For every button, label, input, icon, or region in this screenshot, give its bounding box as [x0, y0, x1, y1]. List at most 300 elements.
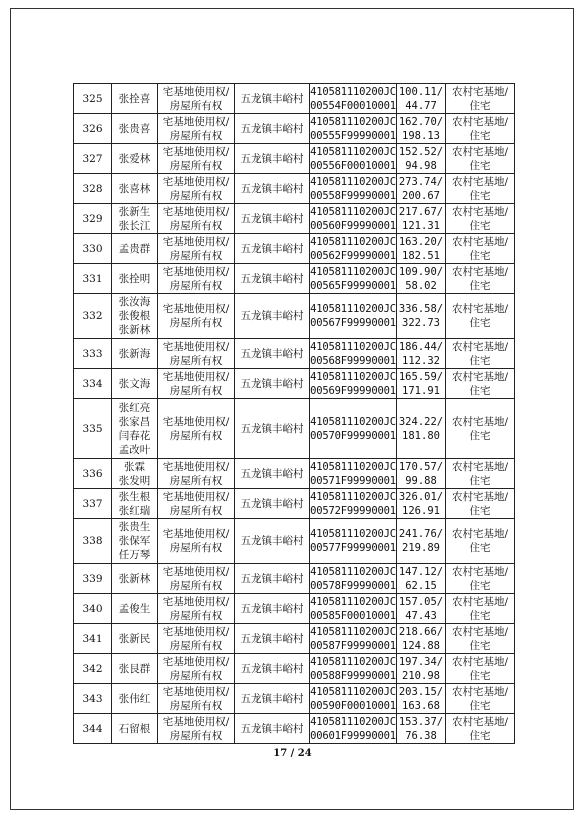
cell-area-line: 326.01/	[398, 490, 444, 503]
cell-area-line: 126.91	[402, 504, 440, 517]
cell-land-use-line: 农村宅基地/	[451, 340, 509, 353]
cell-area-line: 152.52/	[398, 145, 444, 158]
cell-land-use-line: 住宅	[469, 159, 491, 172]
cell-land-use-line: 住宅	[469, 609, 491, 622]
cell-right-type	[158, 489, 235, 519]
table-row	[74, 594, 515, 624]
cell-land-use-line: 农村宅基地/	[451, 145, 509, 158]
cell-land-use-line: 住宅	[469, 429, 491, 442]
cell-area-line: 44.77	[405, 99, 437, 112]
cell-unit-code-line: 00565F99990001	[310, 279, 396, 292]
cell-land-use-line: 住宅	[469, 99, 491, 112]
cell-owner-names-line: 张新生	[118, 205, 151, 218]
cell-area	[397, 654, 446, 684]
cell-right-type	[158, 339, 235, 369]
cell-area-line: 147.12/	[398, 565, 444, 578]
cell-unit-code-line: 410581110200JC	[310, 205, 396, 218]
cell-unit-code-line: 00569F99990001	[310, 384, 396, 397]
cell-right-type	[158, 459, 235, 489]
cell-area	[397, 294, 446, 339]
cell-location: 五龙镇丰峪村	[235, 399, 310, 459]
cell-land-use-line: 农村宅基地/	[451, 528, 509, 540]
cell-location: 五龙镇丰峪村	[235, 594, 310, 624]
cell-unit-code	[310, 84, 397, 114]
cell-right-type-line: 宅基地使用权/	[162, 85, 230, 98]
cell-location: 五龙镇丰峪村	[235, 114, 310, 144]
cell-owner-names	[112, 84, 158, 114]
cell-area-line: 153.37/	[398, 715, 444, 728]
cell-owner-names	[112, 519, 158, 564]
cell-owner-names	[112, 369, 158, 399]
cell-unit-code	[310, 714, 397, 744]
cell-right-type-line: 宅基地使用权/	[162, 460, 230, 473]
cell-unit-code-line: 00590F00010001	[310, 699, 396, 712]
cell-number: 333	[74, 339, 112, 369]
cell-area-line: 197.34/	[398, 655, 444, 668]
cell-unit-code	[310, 114, 397, 144]
cell-owner-names	[112, 294, 158, 339]
cell-number: 329	[74, 204, 112, 234]
cell-owner-names	[112, 459, 158, 489]
cell-right-type	[158, 234, 235, 264]
cell-unit-code-line: 410581110200JC	[310, 460, 396, 473]
cell-land-use	[446, 684, 515, 714]
cell-land-use	[446, 624, 515, 654]
cell-land-use	[446, 174, 515, 204]
cell-area-line: 170.57/	[398, 460, 444, 473]
cell-unit-code-line: 410581110200JC	[310, 115, 396, 128]
property-registry-table	[73, 83, 515, 744]
cell-location: 五龙镇丰峪村	[235, 684, 310, 714]
cell-unit-code-line: 410581110200JC	[310, 303, 396, 315]
cell-owner-names	[112, 144, 158, 174]
table-row	[74, 114, 515, 144]
cell-area-line: 76.38	[405, 729, 437, 742]
cell-area-line: 273.74/	[398, 175, 444, 188]
cell-right-type	[158, 624, 235, 654]
cell-number: 335	[74, 399, 112, 459]
cell-location: 五龙镇丰峪村	[235, 234, 310, 264]
cell-area	[397, 144, 446, 174]
cell-area	[397, 519, 446, 564]
cell-right-type	[158, 84, 235, 114]
cell-unit-code-line: 410581110200JC	[310, 145, 396, 158]
cell-area-line: 165.59/	[398, 370, 444, 383]
cell-right-type-line: 宅基地使用权/	[162, 340, 230, 353]
cell-area	[397, 369, 446, 399]
cell-owner-names-line: 张喜林	[118, 182, 151, 195]
cell-location: 五龙镇丰峪村	[235, 264, 310, 294]
cell-right-type-line: 宅基地使用权/	[162, 115, 230, 128]
cell-location: 五龙镇丰峪村	[235, 624, 310, 654]
cell-right-type-line: 房屋所有权	[169, 474, 223, 487]
table-row	[74, 294, 515, 339]
cell-unit-code	[310, 459, 397, 489]
cell-right-type-line: 房屋所有权	[169, 669, 223, 682]
table-row	[74, 84, 515, 114]
cell-unit-code	[310, 654, 397, 684]
cell-land-use-line: 农村宅基地/	[451, 565, 509, 578]
cell-land-use-line: 住宅	[469, 504, 491, 517]
cell-land-use-line: 住宅	[469, 474, 491, 487]
cell-land-use-line: 农村宅基地/	[451, 595, 509, 608]
cell-land-use-line: 农村宅基地/	[451, 303, 509, 315]
cell-owner-names-line: 孟俊生	[118, 602, 151, 615]
cell-land-use-line: 住宅	[469, 542, 491, 554]
cell-unit-code-line: 410581110200JC	[310, 235, 396, 248]
cell-owner-names	[112, 684, 158, 714]
cell-location: 五龙镇丰峪村	[235, 339, 310, 369]
page-number: 17 / 24	[273, 748, 312, 759]
cell-right-type-line: 房屋所有权	[169, 609, 223, 622]
cell-area	[397, 114, 446, 144]
cell-unit-code-line: 00558F99990001	[310, 189, 396, 202]
cell-number: 336	[74, 459, 112, 489]
cell-owner-names-line: 张贵生	[118, 521, 151, 533]
cell-area-line: 324.22/	[398, 415, 444, 428]
cell-right-type-line: 房屋所有权	[169, 99, 223, 112]
table-row	[74, 519, 515, 564]
cell-right-type-line: 宅基地使用权/	[162, 370, 230, 383]
cell-unit-code-line: 410581110200JC	[310, 565, 396, 578]
cell-owner-names-line: 张新海	[118, 347, 151, 360]
cell-land-use-line: 住宅	[469, 384, 491, 397]
cell-right-type-line: 宅基地使用权/	[162, 565, 230, 578]
cell-right-type-line: 房屋所有权	[169, 317, 223, 329]
cell-number: 343	[74, 684, 112, 714]
table-body	[74, 84, 515, 744]
cell-owner-names	[112, 594, 158, 624]
cell-unit-code	[310, 204, 397, 234]
cell-land-use	[446, 399, 515, 459]
cell-area-line: 58.02	[405, 279, 437, 292]
cell-right-type	[158, 654, 235, 684]
cell-right-type-line: 房屋所有权	[169, 129, 223, 142]
cell-unit-code-line: 410581110200JC	[310, 85, 396, 98]
cell-number: 330	[74, 234, 112, 264]
cell-unit-code	[310, 399, 397, 459]
cell-land-use	[446, 114, 515, 144]
cell-unit-code-line: 00601F99990001	[310, 729, 396, 742]
cell-right-type-line: 房屋所有权	[169, 249, 223, 262]
table-row	[74, 654, 515, 684]
cell-unit-code-line: 410581110200JC	[310, 370, 396, 383]
cell-owner-names-line: 任万琴	[118, 549, 151, 561]
cell-area-line: 200.67	[402, 189, 440, 202]
cell-owner-names-line: 张生根	[118, 490, 151, 503]
cell-location: 五龙镇丰峪村	[235, 294, 310, 339]
cell-unit-code-line: 00568F99990001	[310, 354, 396, 367]
cell-unit-code	[310, 144, 397, 174]
cell-owner-names-line: 张文海	[118, 377, 151, 390]
cell-right-type-line: 宅基地使用权/	[162, 265, 230, 278]
cell-area	[397, 264, 446, 294]
cell-unit-code-line: 00577F99990001	[310, 542, 396, 554]
cell-unit-code	[310, 564, 397, 594]
cell-area-line: 163.20/	[398, 235, 444, 248]
cell-land-use-line: 农村宅基地/	[451, 85, 509, 98]
cell-owner-names	[112, 564, 158, 594]
cell-right-type	[158, 684, 235, 714]
cell-land-use	[446, 144, 515, 174]
cell-area-line: 124.88	[402, 639, 440, 652]
cell-land-use	[446, 264, 515, 294]
cell-unit-code	[310, 294, 397, 339]
cell-land-use	[446, 369, 515, 399]
cell-land-use-line: 农村宅基地/	[451, 715, 509, 728]
cell-area-line: 162.70/	[398, 115, 444, 128]
cell-right-type	[158, 369, 235, 399]
cell-land-use-line: 住宅	[469, 189, 491, 202]
cell-right-type-line: 房屋所有权	[169, 579, 223, 592]
cell-owner-names	[112, 234, 158, 264]
cell-unit-code-line: 00587F99990001	[310, 639, 396, 652]
cell-right-type	[158, 174, 235, 204]
table-row	[74, 459, 515, 489]
cell-location: 五龙镇丰峪村	[235, 144, 310, 174]
cell-owner-names	[112, 714, 158, 744]
cell-area-line: 217.67/	[398, 205, 444, 218]
cell-unit-code-line: 00560F99990001	[310, 219, 396, 232]
cell-number: 332	[74, 294, 112, 339]
cell-land-use-line: 农村宅基地/	[451, 205, 509, 218]
cell-owner-names	[112, 339, 158, 369]
cell-right-type-line: 宅基地使用权/	[162, 595, 230, 608]
table-row	[74, 144, 515, 174]
cell-number: 331	[74, 264, 112, 294]
cell-area	[397, 714, 446, 744]
cell-area	[397, 459, 446, 489]
cell-owner-names-line: 张艮群	[118, 662, 151, 675]
cell-unit-code-line: 00588F99990001	[310, 669, 396, 682]
cell-owner-names-line: 张拴喜	[118, 92, 151, 105]
cell-right-type	[158, 114, 235, 144]
cell-area	[397, 399, 446, 459]
cell-right-type-line: 房屋所有权	[169, 699, 223, 712]
cell-owner-names-line: 石留根	[118, 722, 151, 735]
cell-land-use-line: 住宅	[469, 729, 491, 742]
cell-unit-code-line: 410581110200JC	[310, 715, 396, 728]
cell-unit-code-line: 410581110200JC	[310, 490, 396, 503]
cell-land-use-line: 农村宅基地/	[451, 625, 509, 638]
cell-unit-code	[310, 519, 397, 564]
cell-location: 五龙镇丰峪村	[235, 369, 310, 399]
cell-owner-names-line: 张霖	[124, 460, 145, 473]
cell-unit-code-line: 00570F99990001	[310, 429, 396, 442]
cell-area-line: 157.05/	[398, 595, 444, 608]
cell-area-line: 100.11/	[398, 85, 444, 98]
cell-area-line: 186.44/	[398, 340, 444, 353]
cell-number: 327	[74, 144, 112, 174]
cell-unit-code-line: 00571F99990001	[310, 474, 396, 487]
cell-owner-names-line: 张伟红	[118, 692, 151, 705]
cell-unit-code	[310, 489, 397, 519]
cell-right-type-line: 房屋所有权	[169, 384, 223, 397]
cell-unit-code-line: 00555F99990001	[310, 129, 396, 142]
cell-right-type-line: 宅基地使用权/	[162, 490, 230, 503]
cell-land-use	[446, 294, 515, 339]
cell-land-use-line: 住宅	[469, 219, 491, 232]
cell-unit-code	[310, 234, 397, 264]
cell-owner-names-line: 孟贵群	[118, 242, 151, 255]
cell-owner-names	[112, 204, 158, 234]
cell-unit-code-line: 00556F00010001	[310, 159, 396, 172]
table-row	[74, 174, 515, 204]
cell-unit-code	[310, 264, 397, 294]
cell-right-type	[158, 264, 235, 294]
cell-unit-code-line: 410581110200JC	[310, 340, 396, 353]
table-row	[74, 399, 515, 459]
cell-owner-names-line: 张新民	[118, 632, 151, 645]
cell-land-use	[446, 519, 515, 564]
cell-area	[397, 684, 446, 714]
cell-owner-names	[112, 489, 158, 519]
cell-land-use-line: 农村宅基地/	[451, 115, 509, 128]
table-row	[74, 339, 515, 369]
cell-land-use-line: 农村宅基地/	[451, 685, 509, 698]
cell-unit-code	[310, 174, 397, 204]
cell-owner-names-line: 张拴明	[118, 272, 151, 285]
cell-land-use	[446, 594, 515, 624]
cell-owner-names-line: 闫春花	[118, 429, 151, 442]
cell-owner-names-line: 张长江	[118, 219, 151, 232]
table-row	[74, 564, 515, 594]
cell-area	[397, 234, 446, 264]
cell-land-use-line: 农村宅基地/	[451, 415, 509, 428]
cell-number: 339	[74, 564, 112, 594]
cell-location: 五龙镇丰峪村	[235, 84, 310, 114]
cell-area-line: 109.90/	[398, 265, 444, 278]
cell-area-line: 203.15/	[398, 685, 444, 698]
cell-right-type-line: 宅基地使用权/	[162, 175, 230, 188]
cell-unit-code-line: 00572F99990001	[310, 504, 396, 517]
cell-area-line: 94.98	[405, 159, 437, 172]
cell-area	[397, 564, 446, 594]
cell-unit-code	[310, 684, 397, 714]
cell-land-use-line: 住宅	[469, 354, 491, 367]
cell-owner-names	[112, 114, 158, 144]
cell-right-type-line: 房屋所有权	[169, 429, 223, 442]
cell-owner-names-line: 张新林	[118, 324, 151, 336]
cell-right-type-line: 宅基地使用权/	[162, 685, 230, 698]
cell-owner-names-line: 张发明	[118, 474, 151, 487]
cell-location: 五龙镇丰峪村	[235, 174, 310, 204]
cell-right-type-line: 宅基地使用权/	[162, 625, 230, 638]
cell-right-type	[158, 399, 235, 459]
cell-owner-names-line: 孟改叶	[118, 443, 151, 456]
cell-unit-code-line: 410581110200JC	[310, 528, 396, 540]
cell-owner-names	[112, 264, 158, 294]
cell-right-type-line: 房屋所有权	[169, 639, 223, 652]
cell-land-use	[446, 489, 515, 519]
cell-area-line: 182.51	[402, 249, 440, 262]
cell-owner-names	[112, 654, 158, 684]
cell-location: 五龙镇丰峪村	[235, 204, 310, 234]
cell-number: 342	[74, 654, 112, 684]
cell-unit-code-line: 00585F00010001	[310, 609, 396, 622]
cell-land-use	[446, 339, 515, 369]
cell-right-type	[158, 204, 235, 234]
cell-area-line: 210.98	[402, 669, 440, 682]
cell-unit-code-line: 410581110200JC	[310, 415, 396, 428]
cell-owner-names-line: 张红瑞	[118, 504, 151, 517]
cell-area	[397, 624, 446, 654]
cell-owner-names-line: 张俊根	[118, 310, 151, 322]
cell-number: 340	[74, 594, 112, 624]
cell-owner-names	[112, 624, 158, 654]
cell-land-use-line: 住宅	[469, 579, 491, 592]
cell-area-line: 198.13	[402, 129, 440, 142]
cell-right-type-line: 房屋所有权	[169, 354, 223, 367]
cell-right-type-line: 房屋所有权	[169, 219, 223, 232]
cell-unit-code-line: 00567F99990001	[310, 317, 396, 329]
cell-area-line: 322.73	[402, 317, 440, 329]
cell-right-type-line: 宅基地使用权/	[162, 145, 230, 158]
cell-area	[397, 84, 446, 114]
cell-unit-code	[310, 594, 397, 624]
cell-owner-names-line: 张贵喜	[118, 122, 151, 135]
table-row	[74, 714, 515, 744]
cell-right-type	[158, 294, 235, 339]
cell-area	[397, 204, 446, 234]
cell-unit-code-line: 410581110200JC	[310, 625, 396, 638]
cell-area-line: 219.89	[402, 542, 440, 554]
cell-location: 五龙镇丰峪村	[235, 564, 310, 594]
cell-unit-code	[310, 339, 397, 369]
cell-area-line: 218.66/	[398, 625, 444, 638]
cell-location: 五龙镇丰峪村	[235, 459, 310, 489]
cell-land-use	[446, 654, 515, 684]
cell-area-line: 163.68	[402, 699, 440, 712]
cell-right-type-line: 房屋所有权	[169, 504, 223, 517]
table-row	[74, 204, 515, 234]
cell-land-use	[446, 234, 515, 264]
cell-owner-names	[112, 399, 158, 459]
cell-land-use	[446, 564, 515, 594]
cell-area-line: 336.58/	[398, 303, 444, 315]
cell-number: 337	[74, 489, 112, 519]
cell-right-type-line: 宅基地使用权/	[162, 655, 230, 668]
cell-area-line: 241.76/	[398, 528, 444, 540]
cell-land-use-line: 农村宅基地/	[451, 460, 509, 473]
cell-number: 341	[74, 624, 112, 654]
cell-right-type-line: 房屋所有权	[169, 729, 223, 742]
cell-right-type-line: 宅基地使用权/	[162, 303, 230, 315]
cell-land-use	[446, 459, 515, 489]
cell-right-type	[158, 594, 235, 624]
cell-location: 五龙镇丰峪村	[235, 519, 310, 564]
table-row	[74, 234, 515, 264]
cell-area-line: 47.43	[405, 609, 437, 622]
cell-unit-code-line: 410581110200JC	[310, 655, 396, 668]
cell-land-use-line: 农村宅基地/	[451, 175, 509, 188]
table-row	[74, 684, 515, 714]
cell-area-line: 171.91	[402, 384, 440, 397]
cell-land-use-line: 住宅	[469, 699, 491, 712]
cell-owner-names-line: 张爱林	[118, 152, 151, 165]
cell-right-type-line: 房屋所有权	[169, 189, 223, 202]
table-row	[74, 624, 515, 654]
cell-land-use-line: 住宅	[469, 639, 491, 652]
cell-right-type-line: 宅基地使用权/	[162, 205, 230, 218]
cell-right-type-line: 宅基地使用权/	[162, 715, 230, 728]
cell-right-type	[158, 519, 235, 564]
cell-area	[397, 174, 446, 204]
cell-unit-code-line: 410581110200JC	[310, 685, 396, 698]
table-row	[74, 369, 515, 399]
cell-area-line: 99.88	[405, 474, 437, 487]
cell-unit-code-line: 00554F00010001	[310, 99, 396, 112]
